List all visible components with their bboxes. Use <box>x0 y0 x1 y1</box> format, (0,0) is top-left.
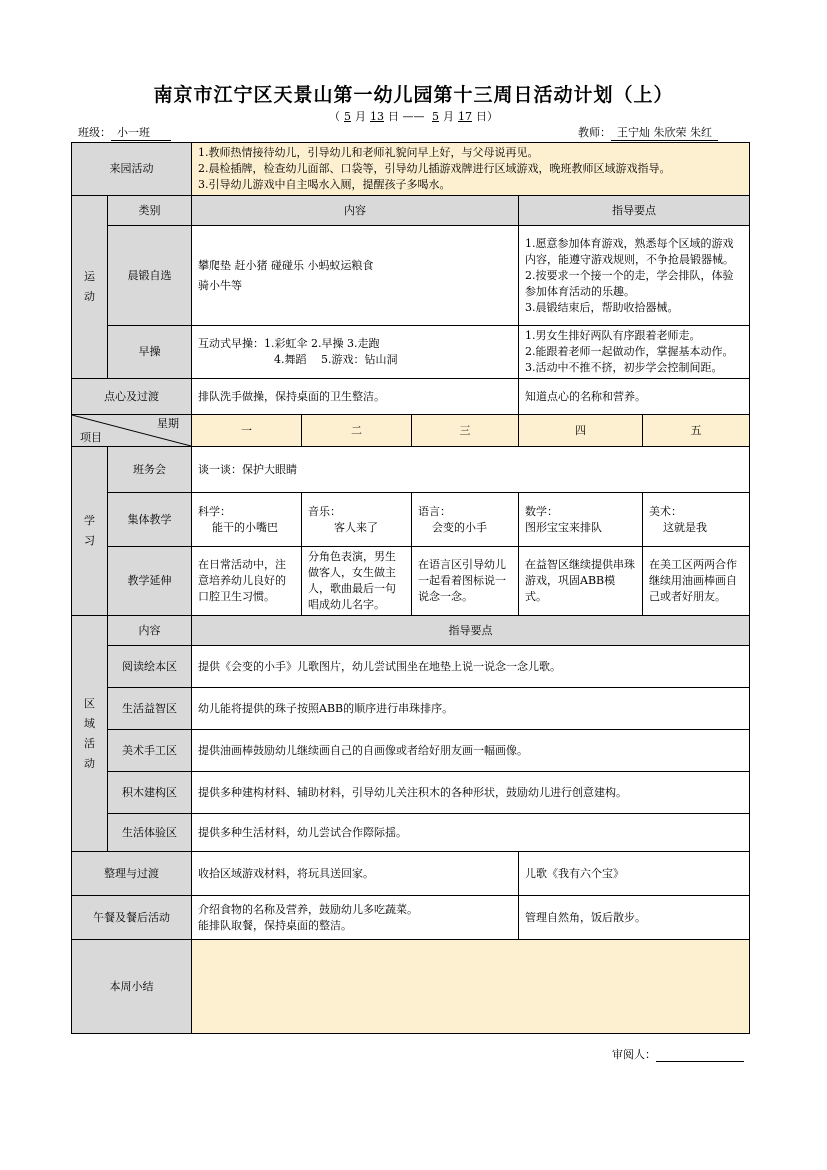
snack-points: 知道点心的名称和营养。 <box>519 379 750 415</box>
area-label: 区域活动 <box>72 616 108 852</box>
activity-plan-table <box>71 142 750 1034</box>
sport-label: 运动 <box>72 196 108 379</box>
class-label: 班级： <box>78 126 111 139</box>
extension-wed: 在语言区引导幼儿一起看着图标说一说念一念。 <box>412 547 519 616</box>
teaching-fri: 美术： 这就是我 <box>643 493 750 547</box>
area-name: 美术手工区 <box>108 730 192 772</box>
lunch-label: 午餐及餐后活动 <box>72 896 192 940</box>
weekday-wed: 三 <box>412 415 519 447</box>
morning-play-point: 2.按要求一个接一个的走，学会排队，体验参加体育活动的乐趣。 <box>525 268 734 298</box>
class-meeting-row <box>72 447 750 493</box>
teacher-label: 教师： <box>578 126 611 139</box>
corner-item: 项目 <box>80 431 102 444</box>
arrival-line: 1.教师热情接待幼儿，引导幼儿和老师礼貌问早上好，与父母说再见。 <box>198 146 539 159</box>
summary-content[interactable] <box>192 940 750 1034</box>
morning-exercise-points <box>519 326 750 379</box>
morning-exercise-content-line: 互动式早操：1.彩虹伞 2.早操 3.走跑 <box>198 337 380 350</box>
weekday-mon: 一 <box>192 415 302 447</box>
morning-play-content-line: 攀爬垫 赶小猪 碰碰乐 小蚂蚁运粮食 <box>198 258 374 272</box>
arrival-line: 2.晨检插牌，检查幼儿面部、口袋等，引导幼儿插游戏牌进行区域游戏，晚班教师区域游戏指导。 <box>198 162 671 175</box>
extension-fri: 在美工区两两合作继续用油画棒画自己或者好朋友。 <box>643 547 750 616</box>
date-open: （ <box>329 110 340 123</box>
teaching-wed: 语言： 会变的小手 <box>412 493 519 547</box>
tidy-row <box>72 852 750 896</box>
date-separator: —— <box>402 110 425 123</box>
sport-col-points: 指导要点 <box>519 196 750 226</box>
month-char-2: 月 <box>443 110 454 123</box>
morning-play-points <box>519 226 750 326</box>
reviewer <box>612 1046 744 1062</box>
day-char-1: 日 <box>388 110 399 123</box>
area-col-content: 内容 <box>108 616 192 646</box>
corner-weekday: 星期 <box>157 417 179 430</box>
group-teaching-row <box>72 493 750 547</box>
arrival-row <box>72 143 750 196</box>
arrival-content <box>192 143 750 196</box>
end-month: 5 <box>432 110 439 123</box>
arrival-line: 3.引导幼儿游戏中自主喝水入厕，提醒孩子多喝水。 <box>198 178 451 191</box>
teaching-tue: 音乐： 客人来了 <box>302 493 412 547</box>
morning-exercise-content <box>192 326 519 379</box>
morning-exercise-point: 1.男女生排好两队有序跟着老师走。 <box>525 329 701 342</box>
area-name: 生活体验区 <box>108 814 192 852</box>
date-range <box>0 108 827 124</box>
sport-col-type: 类别 <box>108 196 192 226</box>
weekday-thu: 四 <box>519 415 643 447</box>
sport-header-row <box>72 196 750 226</box>
teaching-thu: 数学： 图形宝宝来排队 <box>519 493 643 547</box>
morning-play-content-line: 骑小牛等 <box>198 278 242 292</box>
summary-row <box>72 940 750 1034</box>
area-name: 生活益智区 <box>108 688 192 730</box>
class-value: 小一班 <box>111 124 171 141</box>
teacher-value: 王宁灿 朱欣荣 朱红 <box>611 124 718 141</box>
lunch-content-line: 介绍食物的名称及营养，鼓励幼儿多吃蔬菜。 <box>198 902 418 916</box>
class-info <box>78 124 171 141</box>
morning-exercise-row <box>72 326 750 379</box>
snack-content: 排队洗手做操，保持桌面的卫生整洁。 <box>192 379 519 415</box>
morning-play-content <box>192 226 519 326</box>
end-day: 17 <box>458 110 472 123</box>
area-text: 提供《会变的小手》儿歌图片，幼儿尝试围坐在地垫上说一说念一念儿歌。 <box>192 646 750 688</box>
sport-col-content: 内容 <box>192 196 519 226</box>
date-close: 日） <box>476 110 498 123</box>
morning-play-point: 1.愿意参加体育游戏，熟悉每个区域的游戏内容，能遵守游戏规则，不争抢晨锻器械。 <box>525 236 734 266</box>
tidy-label: 整理与过渡 <box>72 852 192 896</box>
morning-play-point: 3.晨锻结束后，帮助收拾器械。 <box>525 300 679 314</box>
area-row <box>72 730 750 772</box>
lunch-content-line: 能排队取餐，保持桌面的整洁。 <box>198 918 352 932</box>
teaching-mon: 科学： 能干的小嘴巴 <box>192 493 302 547</box>
weekday-corner <box>72 415 192 447</box>
area-text: 提供多种生活材料，幼儿尝试合作際际揺。 <box>192 814 750 852</box>
reviewer-label: 审阅人： <box>612 1048 656 1061</box>
summary-label: 本周小结 <box>72 940 192 1034</box>
extension-tue: 分角色表演，男生做客人，女生做主人，歌曲最后一句唱成幼儿名字。 <box>302 547 412 616</box>
lunch-content <box>192 896 519 940</box>
start-day: 13 <box>370 110 384 123</box>
teacher-info <box>578 124 718 141</box>
lunch-points: 管理自然角，饭后散步。 <box>519 896 750 940</box>
class-meeting-label: 班务会 <box>108 447 192 493</box>
morning-exercise-point: 3.活动中不推不挤，初步学会控制间距。 <box>525 361 723 374</box>
group-teaching-label: 集体教学 <box>108 493 192 547</box>
snack-label: 点心及过渡 <box>72 379 192 415</box>
area-row <box>72 772 750 814</box>
start-month: 5 <box>344 110 351 123</box>
area-row <box>72 814 750 852</box>
extension-label: 教学延伸 <box>108 547 192 616</box>
morning-play-row <box>72 226 750 326</box>
study-label: 学习 <box>72 447 108 616</box>
tidy-content: 收拾区域游戏材料，将玩具送回家。 <box>192 852 519 896</box>
area-header-row <box>72 616 750 646</box>
extension-thu: 在益智区继续提供串珠游戏，巩固ABB模式。 <box>519 547 643 616</box>
arrival-label: 来园活动 <box>72 143 192 196</box>
extension-mon: 在日常活动中，注意培养幼儿良好的口腔卫生习惯。 <box>192 547 302 616</box>
weekday-header-row <box>72 415 750 447</box>
area-row <box>72 688 750 730</box>
extension-row <box>72 547 750 616</box>
morning-exercise-content-line: 4.舞蹈 5.游戏：钻山洞 <box>274 353 398 366</box>
area-row <box>72 646 750 688</box>
area-col-points: 指导要点 <box>192 616 750 646</box>
class-meeting-content: 谈一谈：保护大眼睛 <box>192 447 750 493</box>
page-title: 南京市江宁区天景山第一幼儿园第十三周日活动计划（上） <box>153 84 674 106</box>
area-text: 提供多种建构材料、辅助材料，引导幼儿关注积木的各种形状，鼓励幼儿进行创意建构。 <box>192 772 750 814</box>
lunch-row <box>72 896 750 940</box>
snack-row <box>72 379 750 415</box>
reviewer-signature-line[interactable] <box>656 1050 744 1062</box>
area-text: 提供油画棒鼓励幼儿继续画自己的自画像或者给好朋友画一幅画像。 <box>192 730 750 772</box>
area-name: 阅读绘本区 <box>108 646 192 688</box>
month-char-1: 月 <box>355 110 366 123</box>
morning-exercise-label: 早操 <box>108 326 192 379</box>
morning-exercise-point: 2.能跟着老师一起做动作，掌握基本动作。 <box>525 345 734 358</box>
weekday-fri: 五 <box>643 415 750 447</box>
area-name: 积木建构区 <box>108 772 192 814</box>
area-text: 幼儿能将提供的珠子按照ABB的顺序进行串珠排序。 <box>192 688 750 730</box>
morning-play-label: 晨锻自选 <box>108 226 192 326</box>
weekday-tue: 二 <box>302 415 412 447</box>
tidy-points: 儿歌《我有六个宝》 <box>519 852 750 896</box>
